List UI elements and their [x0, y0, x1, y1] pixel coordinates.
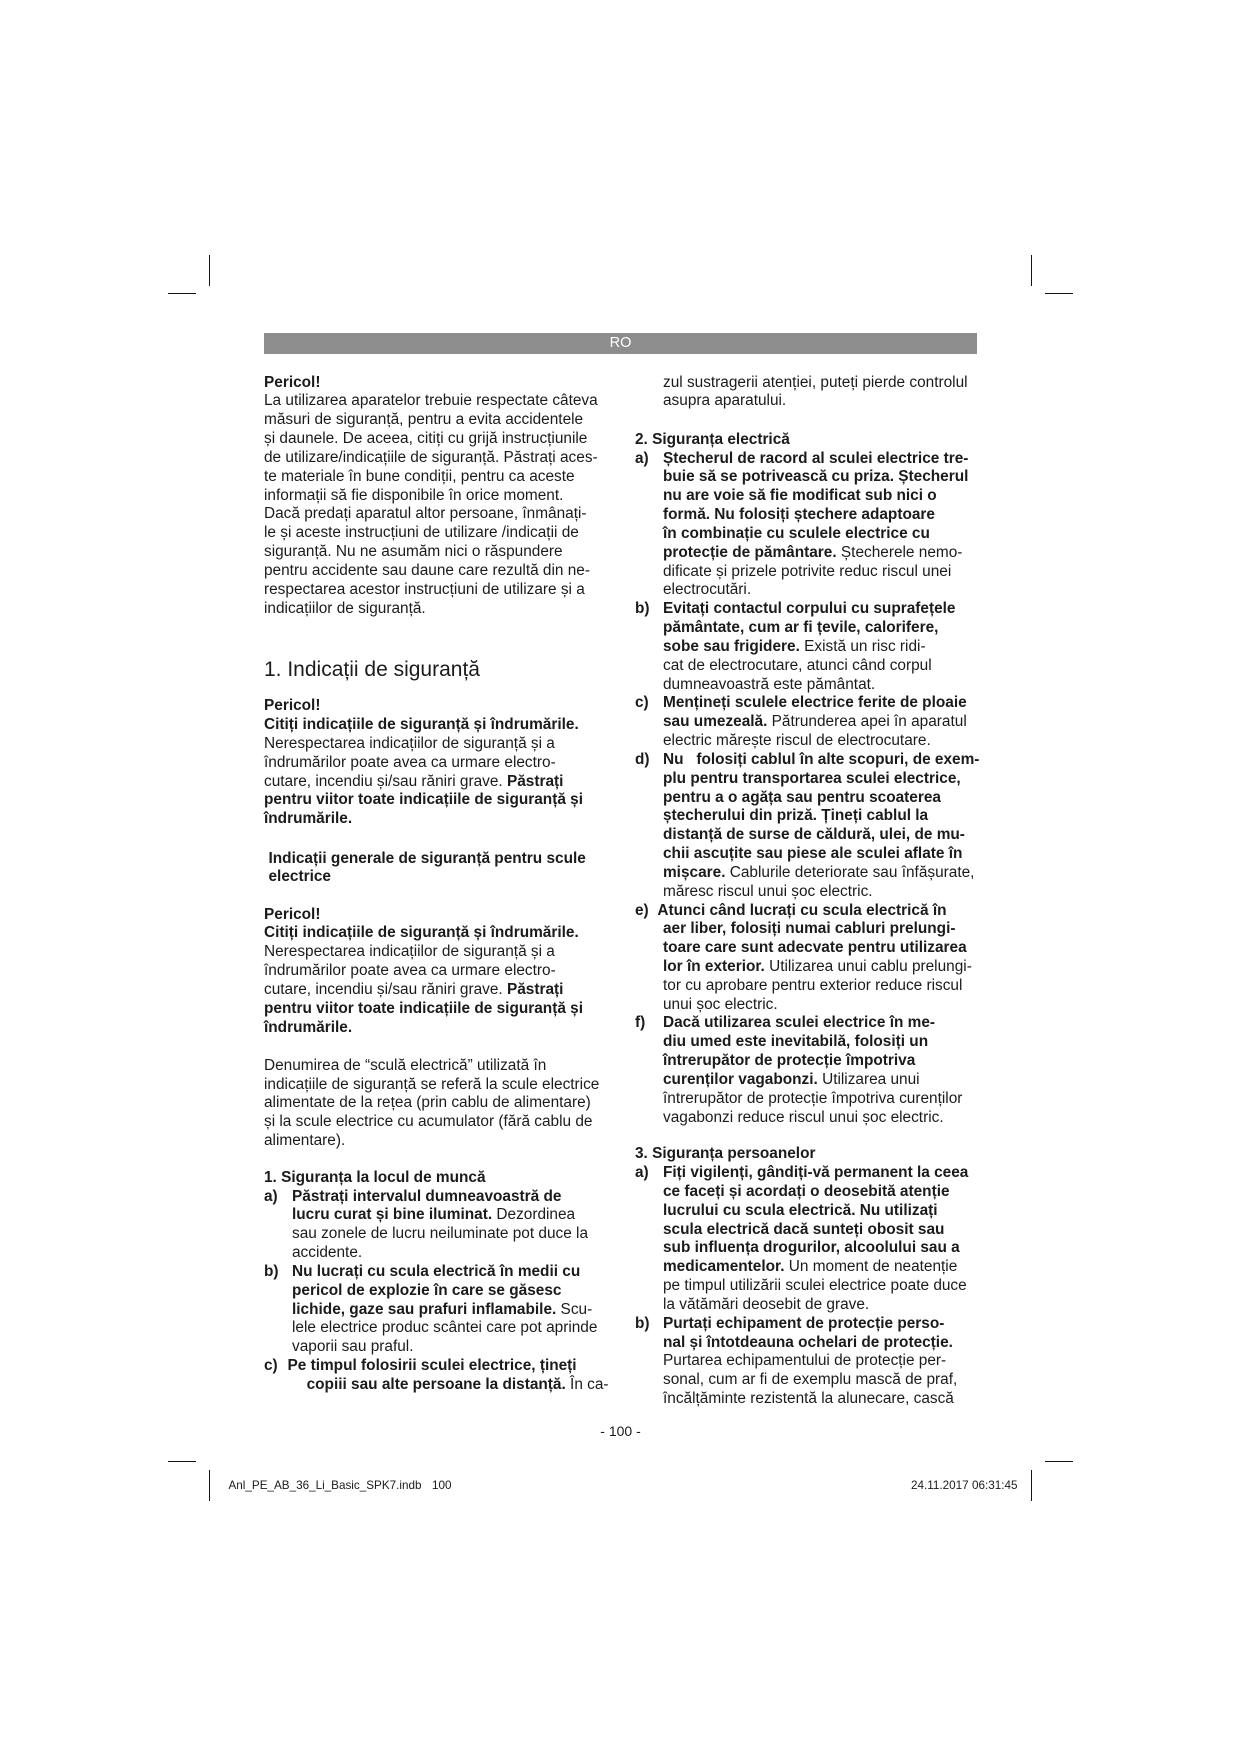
text: Nerespectarea indicațiilor de siguranță și a [264, 734, 555, 752]
crop-mark-bottom-right-vertical [1031, 1470, 1032, 1501]
text-line [264, 1113, 599, 1132]
bold-text: pentru viitor toate indicațiile de siguranță și [264, 999, 583, 1017]
general-safety-heading [269, 850, 586, 888]
list-item [264, 1188, 609, 1263]
text-line [264, 449, 598, 468]
text-line [635, 1090, 979, 1109]
text: și daunele. De aceea, citiți cu grijă instrucțiunile [264, 430, 588, 448]
text-line [635, 487, 979, 506]
text: zul sustragerii atenției, puteți pierde controlul [663, 373, 968, 391]
bold-text: scula electrică dacă sunteți obosit sau [663, 1220, 945, 1238]
text-line [635, 1390, 968, 1409]
text-line [635, 563, 979, 582]
list-item-label: f) [635, 1014, 646, 1032]
text-line [264, 1263, 609, 1282]
bold-text: Ștecherul de racord al sculei electrice tre- [663, 449, 969, 467]
text-line [635, 1109, 979, 1128]
list-item-label: d) [635, 750, 650, 768]
text: dificate și prizele potrivite reduc riscul unei [663, 562, 952, 580]
text: La utilizarea aparatelor trebuie respectate câteva [264, 392, 598, 410]
text: Purtarea echipamentului de protecție per- [663, 1352, 947, 1370]
bold-text: întrerupător de protecție împotriva [663, 1052, 916, 1070]
list-item [635, 751, 979, 902]
bold-text: sobe sau frigidere. [663, 637, 800, 655]
crop-mark-top-right-vertical [1031, 255, 1032, 286]
text-line [635, 1071, 979, 1090]
text: pentru accidente sau daune care rezultă din ne- [264, 561, 590, 579]
text: Dezordinea [492, 1206, 576, 1224]
text-line [635, 1033, 979, 1052]
text: cutare, incendiu și/sau răniri grave. [264, 772, 507, 790]
bold-text: lichide, gaze sau prafuri inflamabile. [292, 1300, 557, 1318]
list-item-label: b) [264, 1262, 279, 1280]
bold-text: medicamentelor. [663, 1258, 785, 1276]
text-line [264, 543, 598, 562]
bold-text: toare care sunt adecvate pentru utilizarea [663, 939, 967, 957]
list-item-label: b) [635, 600, 650, 618]
danger-warning-paragraph [264, 697, 583, 829]
power-tool-definition-paragraph [264, 1057, 599, 1151]
text: Nerespectarea indicațiilor de siguranță și a [264, 943, 555, 961]
list-item-label: a) [635, 449, 649, 467]
text-line [264, 943, 583, 962]
bold-text: lucru curat și bine iluminat. [292, 1206, 493, 1224]
list-item [264, 1263, 609, 1357]
bold-text: Pe timpul folosirii sculei electrice, țineți [287, 1357, 577, 1375]
list-item-label: c) [264, 1357, 278, 1375]
text-line [635, 883, 979, 902]
text-line [635, 789, 979, 808]
text-line [635, 1352, 968, 1371]
text-line [264, 1019, 583, 1038]
text: și la scule electrice cu acumulator (fără cablu de [264, 1113, 593, 1131]
text: Denumirea de “sculă electrică” utilizată în [264, 1056, 547, 1074]
text: Utilizarea unui [817, 1070, 920, 1088]
text-line [264, 1319, 609, 1338]
bold-text: pentru a o agăța sau pentru scoaterea [663, 788, 941, 806]
text: Pătrunderea apei în aparatul [767, 713, 967, 731]
bold-text: Păstrați intervalul dumneavoastră de [292, 1187, 562, 1205]
continued-paragraph [663, 374, 968, 412]
bold-text: distanță de surse de căldură, ulei, de mu- [663, 826, 965, 844]
text-line [635, 1334, 968, 1353]
text-line [264, 924, 583, 943]
text: În ca- [565, 1375, 609, 1393]
text-line [635, 676, 979, 695]
text: încălțăminte rezistentă la alunecare, cască [663, 1390, 954, 1408]
danger-intro-paragraph [264, 374, 598, 619]
subsection-title: 3. Siguranța persoanelor [635, 1145, 816, 1163]
text-line [635, 1296, 968, 1315]
text: îndrumărilor poate avea ca urmare electro- [264, 962, 556, 980]
text-line [635, 751, 979, 770]
text: la vătămări deosebit de grave. [663, 1295, 870, 1313]
text-line [635, 939, 979, 958]
text-line [264, 773, 583, 792]
text: electric mărește riscul de electrocutare. [663, 732, 931, 750]
personal-safety-section [635, 1145, 968, 1409]
text: Cablurile deteriorate sau înfășurate, [725, 863, 975, 881]
footer-time: 06:31:45 [972, 1479, 1018, 1492]
bold-text: diu umed este inevitabilă, folosiți un [663, 1033, 929, 1051]
bold-text: Nu folosiți cablul în alte scopuri, de exem- [663, 750, 980, 768]
text-line [264, 810, 583, 829]
text-line [635, 450, 979, 469]
bold-text: buie să se potrivească cu priza. Ștecherul [663, 468, 969, 486]
text: unui șoc electric. [663, 995, 778, 1013]
text-line [635, 732, 979, 751]
text-line [635, 1371, 968, 1390]
bold-text: îndrumările. [264, 1018, 353, 1036]
bold-text: copiii sau alte persoane la distanță. [306, 1375, 566, 1393]
text-line [264, 392, 598, 411]
text-line [264, 411, 598, 430]
bold-text: aer liber, folosiți numai cabluri prelungi- [663, 920, 956, 938]
text-line [635, 638, 979, 657]
text-line [635, 1239, 968, 1258]
bold-text: lor în exterior. [663, 957, 765, 975]
text-line [264, 754, 583, 773]
text-line [635, 468, 979, 487]
bold-text: Păstrați [506, 980, 564, 998]
text-line [635, 826, 979, 845]
text: lele electrice produc scântei care pot aprinde [292, 1319, 598, 1337]
language-label: RO [609, 335, 632, 351]
bold-text: Dacă utilizarea sculei electrice în me- [663, 1014, 936, 1032]
list-item [635, 1014, 979, 1127]
bold-text: ce faceți și acordați o deosebită atenție [663, 1182, 950, 1200]
text-line [635, 544, 979, 563]
list-item [635, 600, 979, 694]
bold-text: mișcare. [663, 863, 726, 881]
text-line [635, 996, 979, 1015]
bold-text: Citiți indicațiile de siguranță și îndrumările. [264, 924, 579, 942]
text-line [264, 1057, 599, 1076]
text-line [264, 1376, 609, 1395]
text: siguranță. Nu ne asumăm nici o răspundere [264, 543, 563, 561]
bold-text: lucrului cu scula electrică. Nu utilizați [663, 1201, 938, 1219]
bold-text: nal și întotdeauna ochelari de protecție. [663, 1333, 953, 1351]
text-line [635, 1164, 968, 1183]
text-line [635, 1202, 968, 1221]
text-line [635, 1052, 979, 1071]
text: Există un risc ridi- [799, 637, 926, 655]
text-line [635, 958, 979, 977]
subsection-title: 1. Siguranța la locul de muncă [264, 1168, 486, 1186]
crop-mark-top-left-vertical [209, 255, 210, 286]
text-line [264, 1338, 609, 1357]
text-line [635, 1277, 968, 1296]
text-line [635, 600, 979, 619]
footer-file-name: Anl_PE_AB_36_Li_Basic_SPK7.indb [228, 1479, 422, 1492]
text: sau zonele de lucru neiluminate pot duce la [292, 1225, 589, 1243]
text-line [635, 581, 979, 600]
text-line [264, 697, 583, 716]
work-area-safety-section [264, 1169, 609, 1395]
text-line [264, 1206, 609, 1225]
text-line [635, 619, 979, 638]
text-line [264, 505, 598, 524]
bold-text: Pericol! [264, 373, 321, 391]
text: accidente. [292, 1244, 363, 1262]
text-line [264, 581, 598, 600]
text-line [264, 716, 583, 735]
text: sonal, cum ar fi de exemplu mască de praf, [663, 1371, 958, 1389]
list-item [264, 1357, 609, 1395]
text: Scu- [556, 1300, 593, 1318]
crop-mark-bottom-left-vertical [209, 1470, 210, 1501]
text-line [264, 430, 598, 449]
text-line [264, 1225, 609, 1244]
bold-text: pământate, cum ar fi țevile, calorifere, [663, 619, 939, 637]
text-line [264, 487, 598, 506]
text-line [663, 392, 968, 411]
text: respectarea acestor instrucțiuni de utilizare și a [264, 580, 585, 598]
list-item [635, 1164, 968, 1315]
text-line [264, 1282, 609, 1301]
bold-text: Citiți indicațiile de siguranță și îndrumările. [264, 716, 579, 734]
text: Un moment de neatenție [784, 1258, 958, 1276]
text-line [269, 850, 586, 869]
text: măresc riscul unui șoc electric. [663, 882, 873, 900]
text: pe timpul utilizării sculei electrice poate duce [663, 1277, 967, 1295]
crop-mark-top-right-horizontal [1045, 293, 1073, 294]
section-heading: 1. Indicații de siguranță [264, 658, 480, 681]
text-line [635, 770, 979, 789]
bold-text: Evitați contactul corpului cu suprafețele [663, 600, 956, 618]
text-line [264, 1094, 599, 1113]
text-line [264, 791, 583, 810]
list-item [635, 902, 979, 1015]
text-line [264, 562, 598, 581]
text: Utilizarea unui cablu prelungi- [764, 957, 972, 975]
text-line [264, 524, 598, 543]
list-item-label: e) [635, 901, 649, 919]
text: dumneavoastră este pământat. [663, 675, 876, 693]
text: Ștecherele nemo- [836, 543, 963, 561]
text-line [635, 1221, 968, 1240]
electrical-safety-section [635, 431, 979, 1128]
text-line [635, 1183, 968, 1202]
bold-text: Pericol! [264, 697, 321, 715]
text-line [264, 1000, 583, 1019]
bold-text: îndrumările. [264, 810, 353, 828]
text-line [635, 807, 979, 826]
text-line [269, 868, 586, 887]
text-line [264, 735, 583, 754]
text: electrocutări. [663, 581, 752, 599]
subsection-title: 2. Siguranța electrică [635, 430, 790, 448]
bold-text: nu are voie să fie modificat sub nici o [663, 487, 937, 505]
text: indicațiile de siguranță se referă la scule electrice [264, 1075, 600, 1093]
text-line [635, 977, 979, 996]
text: de utilizare/indicațiile de siguranță. Păstrați aces- [264, 448, 598, 466]
text-line [264, 1357, 609, 1376]
bold-text: Fiți vigilenți, gândiți-vă permanent la ceea [663, 1164, 969, 1182]
text-line [635, 1258, 968, 1277]
crop-mark-top-left-horizontal [168, 293, 196, 294]
text: vaporii sau praful. [292, 1338, 414, 1356]
text: alimentate de la rețea (prin cablu de alimentare) [264, 1094, 591, 1112]
footer-date: 24.11.2017 [911, 1479, 969, 1492]
danger-warning-paragraph-2 [264, 906, 583, 1038]
text: tor cu aprobare pentru exterior reduce riscul [663, 976, 963, 994]
text: te materiale în bune condiții, pentru ca aceste [264, 467, 575, 485]
text-line [635, 902, 979, 921]
bold-text: Păstrați [506, 772, 564, 790]
crop-mark-bottom-right-horizontal [1045, 1461, 1073, 1462]
bold-text: Indicații generale de siguranță pentru scule [268, 849, 586, 867]
bold-text: formă. Nu folosiți ștechere adaptoare [663, 506, 935, 524]
text-line [635, 694, 979, 713]
list-item [635, 1315, 968, 1409]
bold-text: protecție de pământare. [663, 543, 837, 561]
list-item-label: b) [635, 1314, 650, 1332]
bold-text: ștecherului din priză. Țineți cablul la [663, 807, 929, 825]
list-item-label: a) [264, 1187, 278, 1205]
text: întrerupător de protecție împotriva curenților [663, 1089, 963, 1107]
text-line [264, 1244, 609, 1263]
bold-text: Pericol! [264, 905, 321, 923]
page-number: - 100 - [600, 1423, 641, 1439]
text: cutare, incendiu și/sau răniri grave. [264, 980, 507, 998]
text-line [635, 525, 979, 544]
bold-text: electrice [268, 868, 331, 886]
text-line [264, 906, 583, 925]
list-item [635, 450, 979, 601]
bold-text: sub influența drogurilor, alcoolului sau a [663, 1239, 960, 1257]
text-line [635, 920, 979, 939]
text: alimentare). [264, 1132, 346, 1150]
language-header-bar [264, 333, 977, 354]
text-line [635, 506, 979, 525]
text: indicațiilor de siguranță. [264, 599, 426, 617]
crop-mark-bottom-left-horizontal [168, 1461, 196, 1462]
footer-page: 100 [432, 1479, 452, 1492]
text: le și aceste instrucțiuni de utilizare /indicații de [264, 524, 579, 542]
bold-text: în combinație cu sculele electrice cu [663, 524, 930, 542]
text-line [663, 374, 968, 393]
list-item-label: a) [635, 1164, 649, 1182]
text-line [264, 1132, 599, 1151]
text: asupra aparatului. [663, 392, 787, 410]
text-line [264, 1188, 609, 1207]
bold-text: Nu lucrați cu scula electrică în medii cu [292, 1262, 581, 1280]
text-line [635, 1315, 968, 1334]
text: informații să fie disponibile în orice moment. [264, 486, 564, 504]
text-line [635, 864, 979, 883]
text-line [264, 468, 598, 487]
text-line [264, 600, 598, 619]
text: îndrumărilor poate avea ca urmare electro- [264, 753, 556, 771]
bold-text: pericol de explozie în care se găsesc [292, 1281, 562, 1299]
list-item-label: c) [635, 694, 649, 712]
text-line [264, 1076, 599, 1095]
text: vagabonzi reduce riscul unui șoc electric. [663, 1108, 944, 1126]
bold-text: Purtați echipament de protecție perso- [663, 1314, 945, 1332]
bold-text: Atunci când lucrați cu scula electrică în [657, 901, 947, 919]
text: Dacă predați aparatul altor persoane, înmânați- [264, 505, 587, 523]
text-line [635, 845, 979, 864]
bold-text: sau umezeală. [663, 713, 768, 731]
bold-text: curenților vagabonzi. [663, 1070, 818, 1088]
bold-text: pentru viitor toate indicațiile de siguranță și [264, 791, 583, 809]
text: măsuri de siguranță, pentru a evita accidentele [264, 411, 584, 429]
text-line [635, 713, 979, 732]
text-line [264, 374, 598, 393]
text-line [635, 1014, 979, 1033]
text-line [264, 962, 583, 981]
bold-text: chii ascuțite sau piese ale sculei aflate în [663, 845, 963, 863]
list-item [635, 694, 979, 750]
text-line [635, 657, 979, 676]
text: cat de electrocutare, atunci când corpul [663, 656, 932, 674]
bold-text: plu pentru transportarea sculei electrice, [663, 769, 961, 787]
text-line [264, 981, 583, 1000]
text-line [264, 1301, 609, 1320]
bold-text: Mențineți sculele electrice ferite de ploaie [663, 694, 967, 712]
